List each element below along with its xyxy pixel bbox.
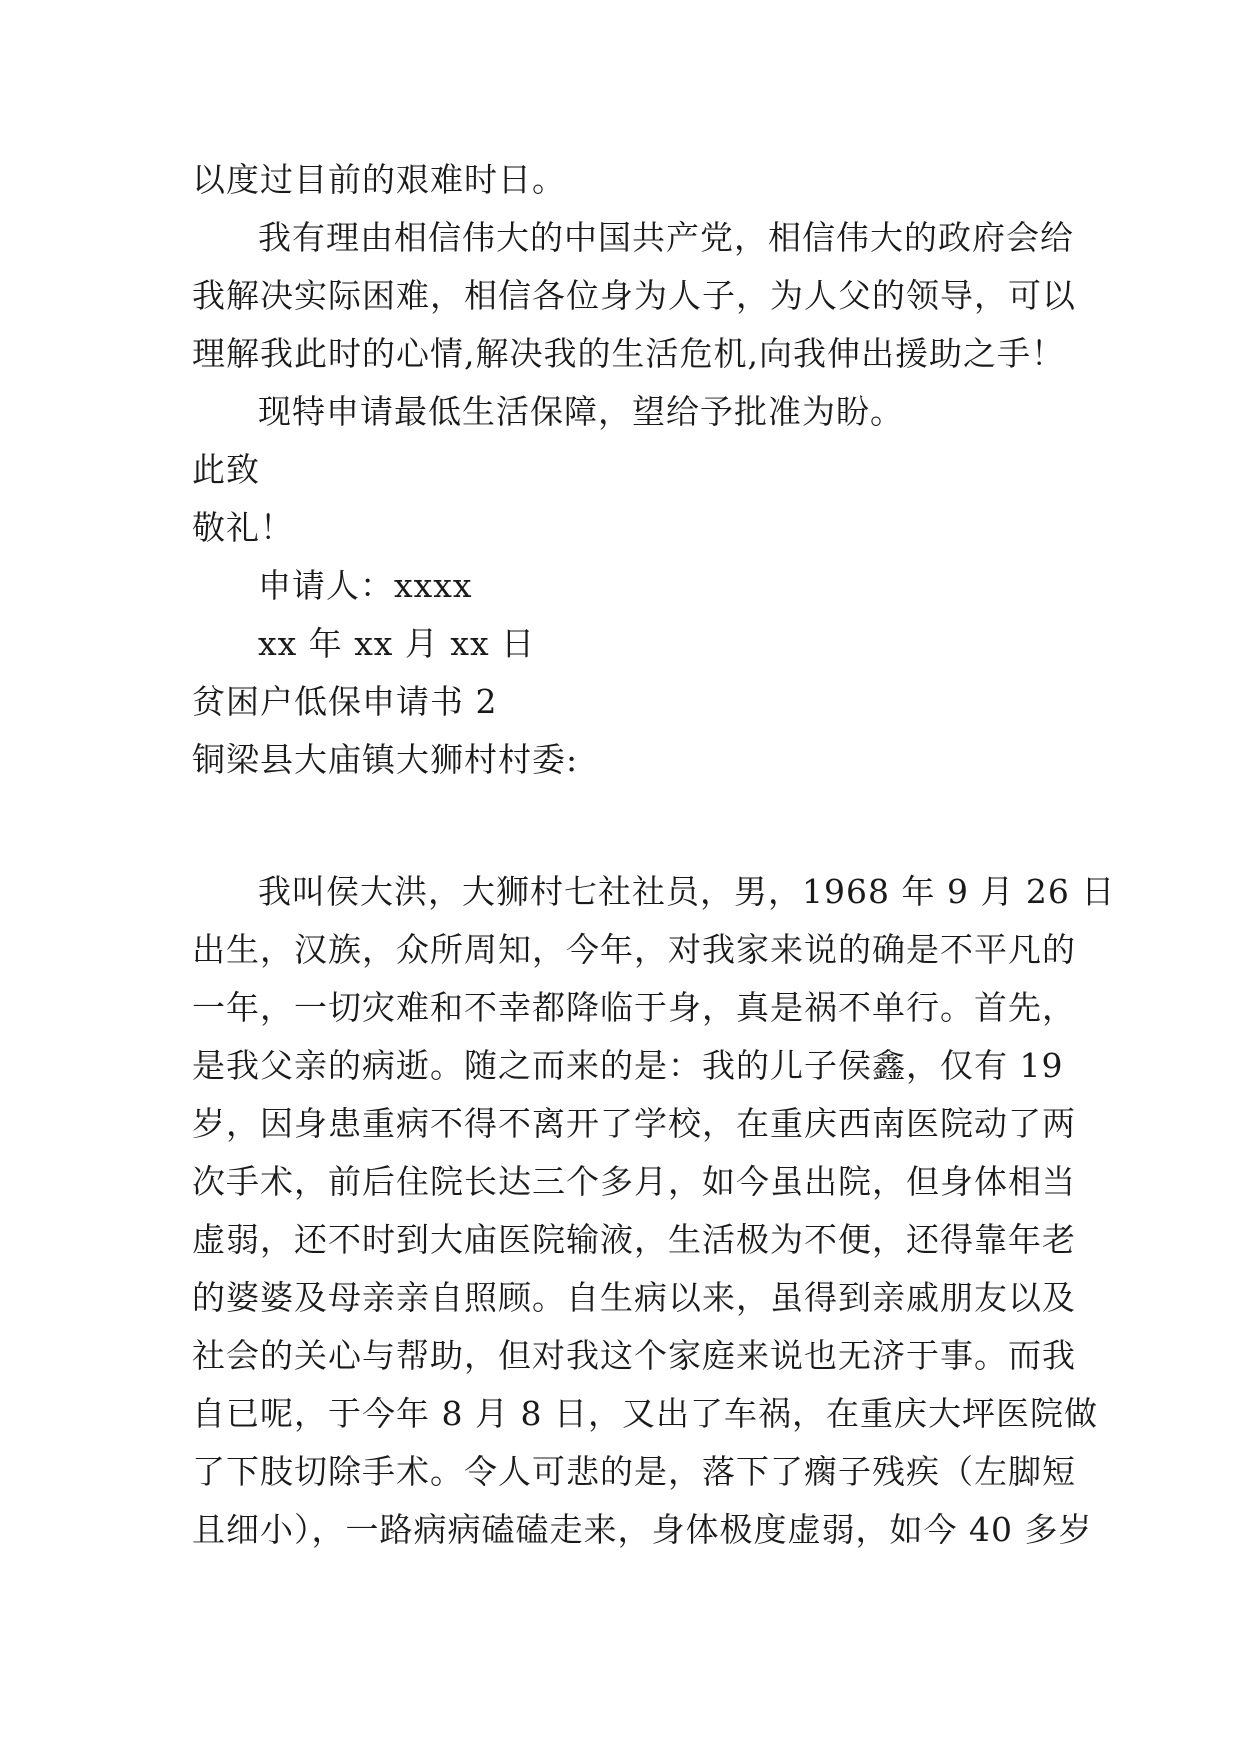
salutation-line: 敬礼！ [192,508,294,547]
paragraph-line: 社会的关心与帮助，但对我这个家庭来说也无济于事。而我 [192,1336,1076,1375]
recipient-line: 铜梁县大庙镇大狮村村委: [192,740,579,779]
paragraph-line: 出生，汉族，众所周知，今年，对我家来说的确是不平凡的 [192,930,1076,969]
paragraph-line: 我解决实际困难，相信各位身为人子，为人父的领导，可以 [192,276,1076,315]
paragraph-line: 一年，一切灾难和不幸都降临于身，真是祸不单行。首先， [192,988,1076,1027]
paragraph-line: 岁，因身患重病不得不离开了学校，在重庆西南医院动了两 [192,1104,1076,1143]
paragraph-line: 是我父亲的病逝。随之而来的是：我的儿子侯鑫，仅有 19 [192,1046,1064,1085]
date-line: xx 年 xx 月 xx 日 [258,624,536,663]
paragraph-line: 的婆婆及母亲亲自照顾。自生病以来，虽得到亲戚朋友以及 [192,1278,1076,1317]
paragraph-line: 了下肢切除手术。令人可悲的是，落下了瘸子残疾（左脚短 [192,1452,1076,1491]
paragraph-line: 我有理由相信伟大的中国共产党，相信伟大的政府会给 [258,218,1074,257]
paragraph-line: 虚弱，还不时到大庙医院输液，生活极为不便，还得靠年老 [192,1220,1076,1259]
section-title: 贫困户低保申请书 2 [192,682,498,721]
salutation-line: 此致 [192,450,260,489]
paragraph-line: 现特申请最低生活保障，望给予批准为盼。 [258,392,904,431]
paragraph-line: 理解我此时的心情,解决我的生活危机,向我伸出援助之手！ [192,334,1065,373]
paragraph-line: 自已呢，于今年 8 月 8 日，又出了车祸，在重庆大坪医院做 [192,1394,1098,1433]
text-line: 以度过目前的艰难时日。 [192,160,566,199]
paragraph-line: 次手术，前后住院长达三个多月，如今虽出院，但身体相当 [192,1162,1076,1201]
applicant-line: 申请人：xxxx [258,566,473,605]
paragraph-line: 我叫侯大洪，大狮村七社社员，男，1968 年 9 月 26 日 [258,872,1116,911]
paragraph-line: 且细小），一路病病磕磕走来，身体极度虚弱，如今 40 多岁 [192,1510,1093,1549]
